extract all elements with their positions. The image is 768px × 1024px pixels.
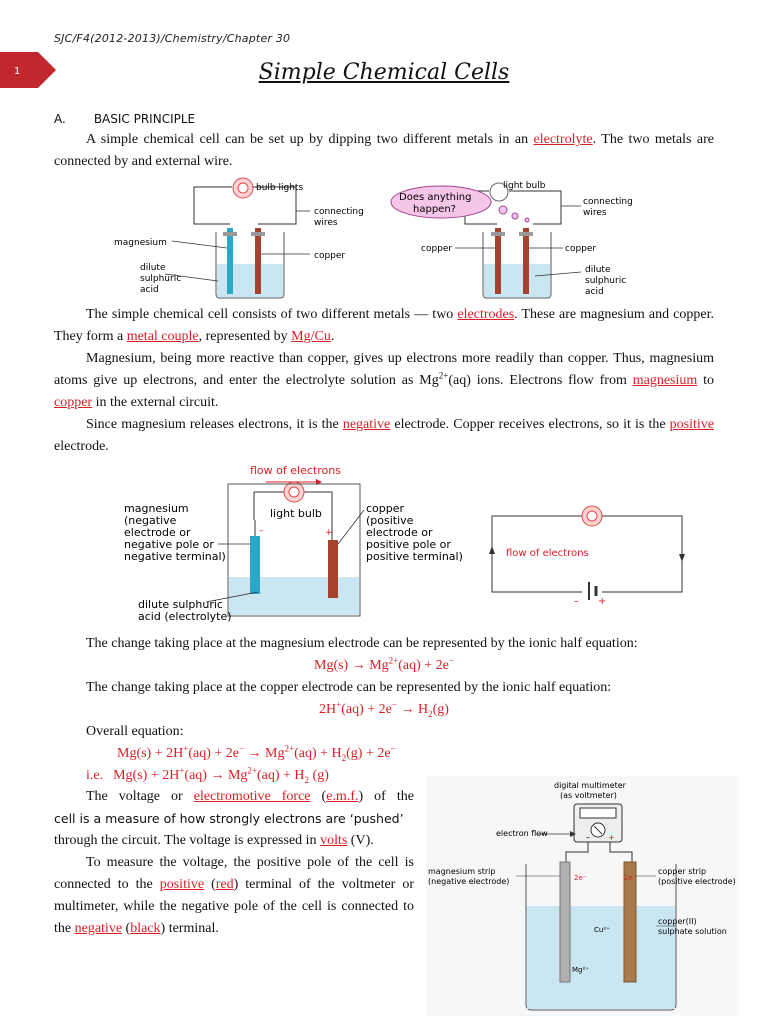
page-number: 1	[14, 66, 21, 77]
svg-text:electrode or: electrode or	[366, 526, 433, 539]
svg-text:magnesium: magnesium	[114, 238, 167, 248]
svg-text:(negative electrode): (negative electrode)	[428, 877, 510, 886]
svg-text:connecting: connecting	[583, 197, 633, 207]
svg-text:acid: acid	[585, 287, 604, 297]
svg-text:Cu²⁺: Cu²⁺	[594, 926, 610, 934]
svg-text:negative pole or: negative pole or	[124, 538, 214, 551]
svg-text:sulphuric: sulphuric	[140, 274, 182, 284]
svg-text:(as voltmeter): (as voltmeter)	[560, 791, 617, 800]
svg-text:digital multimeter: digital multimeter	[554, 781, 626, 790]
svg-text:light bulb: light bulb	[503, 181, 546, 191]
svg-text:Does anything: Does anything	[399, 192, 472, 203]
svg-text:+: +	[325, 528, 333, 538]
equation-copper: $2H^+(aq) + 2e^- \to H_2(g)$	[319, 699, 449, 719]
svg-text:positive terminal): positive terminal)	[366, 550, 463, 563]
svg-text:connecting: connecting	[314, 207, 364, 217]
paragraph-reactivity: Magnesium, being more reactive than copper, gives up electrons more readily than copper. Thus, magnesium atoms give up electrons, and enter the electrolyte solution as $Mg^{2+}(aq)$ ions. Electrons flow from magnesium to copper in the external circuit.	[54, 351, 715, 410]
svg-text:acid: acid	[140, 285, 159, 295]
svg-text:electrode or: electrode or	[124, 526, 191, 539]
figure-cell-lit	[110, 176, 370, 304]
svg-text:(negative: (negative	[124, 514, 177, 527]
page-title: Simple Chemical Cells	[258, 60, 510, 85]
svg-text:happen?: happen?	[413, 204, 456, 215]
section-heading: A. BASIC PRINCIPLE	[54, 112, 196, 126]
svg-text:2e⁻: 2e⁻	[574, 874, 587, 882]
svg-text:2e⁻: 2e⁻	[624, 874, 637, 882]
equation-overall: $Mg(s) + 2H^+(aq) + 2e^- \to Mg^{2+}(aq) + H_2(g) + 2e^-$	[117, 743, 396, 763]
figure-circuit-diagram	[486, 500, 692, 610]
svg-text:sulphuric: sulphuric	[585, 276, 627, 286]
svg-text:+: +	[598, 596, 607, 607]
svg-text:copper(II): copper(II)	[658, 917, 697, 926]
svg-text:sulphate solution: sulphate solution	[658, 927, 727, 936]
svg-text:copper: copper	[565, 244, 597, 254]
svg-text:flow of electrons: flow of electrons	[506, 548, 589, 559]
paragraph-electrodes: The simple chemical cell consists of two different metals — two electrodes. These are magnesium and copper. They form a metal couple, represented by Mg/Cu.	[54, 307, 714, 344]
svg-text:copper strip: copper strip	[658, 867, 707, 876]
paragraph-measure: To measure the voltage, the positive pole of the cell is connected to the positive (red) terminal of the voltmeter or multimeter, while the negative pole of the cell is connected to the negative (black) terminal.	[54, 855, 415, 936]
svg-text:dilute: dilute	[585, 265, 611, 275]
paragraph-emf: The voltage or electromotive force (e.m.f.) of the cell is a measure of how strongly electrons are ‘pushed’ through the circuit. The voltage is expressed in volts (V).	[54, 789, 414, 848]
svg-text:flow of electrons: flow of electrons	[250, 464, 341, 477]
figure-cell-question	[385, 176, 645, 304]
svg-text:magnesium strip: magnesium strip	[428, 867, 496, 876]
eq-intro-copper: The change taking place at the copper electrode can be represented by the ionic half equation:	[86, 680, 612, 695]
svg-text:bulb lights: bulb lights	[256, 183, 304, 193]
svg-text:negative terminal): negative terminal)	[124, 550, 226, 563]
svg-text:–: –	[259, 526, 264, 536]
svg-text:Mg²⁺: Mg²⁺	[572, 966, 589, 974]
svg-text:(positive: (positive	[366, 514, 414, 527]
svg-text:electron flow: electron flow	[496, 829, 548, 838]
svg-text:copper: copper	[421, 244, 453, 254]
svg-text:positive pole or: positive pole or	[366, 538, 451, 551]
svg-text:+: +	[608, 833, 615, 842]
svg-text:acid (electrolyte): acid (electrolyte)	[138, 610, 232, 623]
equation-magnesium: $Mg(s) \to Mg^{2+}(aq) + 2e^-$	[314, 655, 454, 673]
eq-intro-magnesium: The change taking place at the magnesium electrode can be represented by the ionic half equation:	[86, 636, 638, 651]
svg-text:wires: wires	[583, 208, 607, 218]
paragraph-intro: A simple chemical cell can be set up by dipping two different metals in an electrolyte. The two metals are connected by and external wire.	[54, 132, 714, 169]
svg-text:(positive electrode): (positive electrode)	[658, 877, 736, 886]
equation-simplified: i.e. $Mg(s) + 2H^+(aq) \to Mg^{2+}(aq) + H_2$ (g)	[86, 765, 329, 785]
svg-text:–: –	[574, 596, 579, 607]
svg-text:copper: copper	[366, 502, 405, 515]
svg-text:–: –	[586, 833, 590, 842]
svg-text:light bulb: light bulb	[270, 507, 322, 520]
figure-multimeter-cell	[426, 776, 738, 1016]
overall-equation-label: Overall equation:	[86, 724, 184, 739]
figure-electron-flow-cell	[118, 460, 478, 630]
page-header-path: SJC/F4(2012-2013)/Chemistry/Chapter 30	[54, 32, 291, 45]
svg-text:copper: copper	[314, 251, 346, 261]
paragraph-polarity: Since magnesium releases electrons, it is the negative electrode. Copper receives electrons, so it is the positive electrode.	[54, 417, 714, 454]
svg-text:wires: wires	[314, 218, 338, 228]
svg-text:dilute: dilute	[140, 263, 166, 273]
svg-text:magnesium: magnesium	[124, 502, 189, 515]
svg-text:dilute sulphuric: dilute sulphuric	[138, 598, 223, 611]
